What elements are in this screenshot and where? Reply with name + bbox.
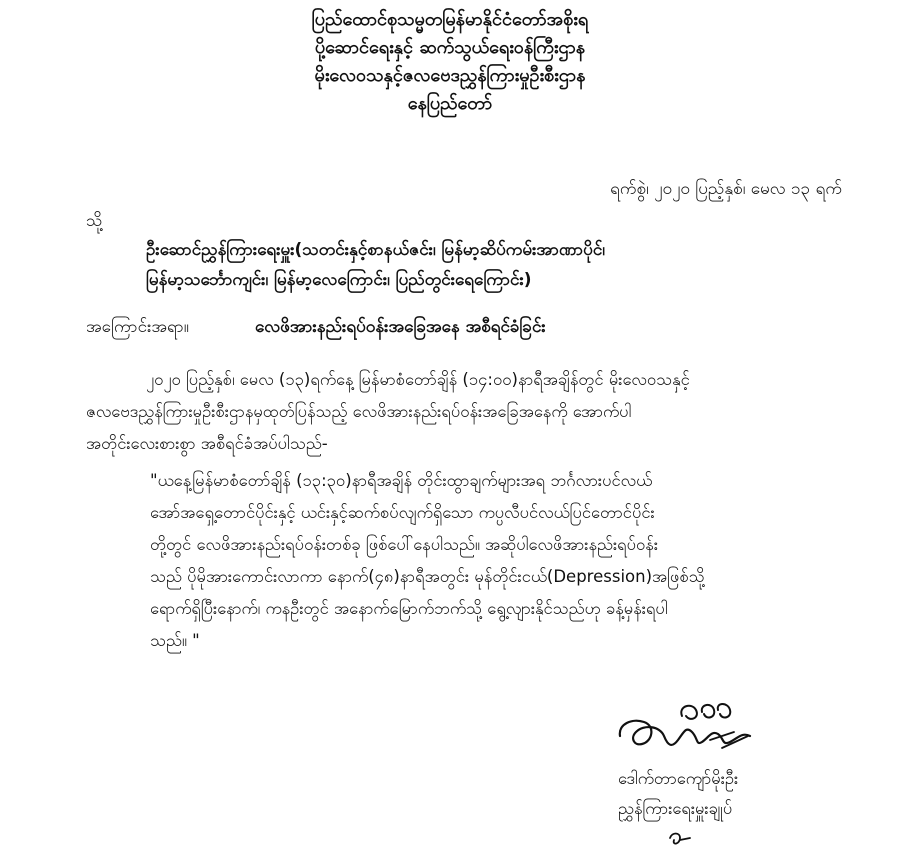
letter-date: ရက်စွဲ၊ ၂၀၂၀ ပြည့်နှစ်၊ မေလ ၁၃ ရက် <box>610 179 842 199</box>
quote-line-1: "ယနေ့မြန်မာစံတော်ချိန် (၁၃:၃၀)နာရီအချိန် တိုင်းထွာချက်များအရ ဘင်္ဂလားပင်လယ် <box>150 471 653 490</box>
subject-text: လေဖိအားနည်းရပ်ဝန်းအခြေအနေ အစီရင်ခံခြင်း <box>255 317 546 337</box>
handwritten-signature <box>612 696 762 776</box>
city-title: နေပြည်တော် <box>407 93 493 114</box>
body-line-1: ၂၀၂၀ ပြည့်နှစ်၊ မေလ (၁၃)ရက်နေ့ မြန်မာစံတော်ချိန် (၁၄:၀၀)နာရီအချိန်တွင် မိုးလေဝသနှင့် <box>146 370 690 389</box>
quote-line-4: သည် ပိုမိုအားကောင်းလာကာ နောက်(၄၈)နာရီအတွင်း မုန်တိုင်းငယ်(Depression)အဖြစ်သို့ <box>150 567 705 586</box>
subject-label: အကြောင်းအရာ။ <box>86 317 189 337</box>
body-line-3: အတိုင်းလေးစားစွာ အစီရင်ခံအပ်ပါသည်- <box>86 434 328 453</box>
signer-name: ဒေါက်တာကျော်မိုးဦး <box>618 769 739 788</box>
handwritten-initial <box>666 830 696 852</box>
recipient-line-1: ဦးဆောင်ညွှန်ကြားရေးမှူး(သတင်းနှင့်စာနယ်ဇင်း၊ မြန်မာ့ဆိပ်ကမ်းအာဏာပိုင်၊ <box>146 240 605 260</box>
recipient-line-2: မြန်မာ့သင်္ဘောကျင်း၊ မြန်မာ့လေကြောင်း၊ ပြည်တွင်းရေကြောင်း) <box>146 270 532 290</box>
quote-line-5: ရောက်ရှိပြီးနောက်၊ ကနဦးတွင် အနောက်မြောက်ဘက်သို့ ရွေ့လျားနိုင်သည်ဟု ခန့်မှန်းရပါ <box>150 599 668 618</box>
quote-line-6: သည်။ " <box>150 631 200 650</box>
department-title: မိုးလေဝသနှင့်ဇလဗေဒညွှန်ကြားမှုဦးစီးဌာန <box>314 65 586 86</box>
body-line-2: ဇလဗေဒညွှန်ကြားမှုဦးစီးဌာနမှထုတ်ပြန်သည့် လေဖိအားနည်းရပ်ဝန်းအခြေအနေကို အောက်ပါ <box>86 402 632 421</box>
ministry-title: ပို့ဆောင်ရေးနှင့် ဆက်သွယ်ရေးဝန်ကြီးဌာန <box>314 37 586 58</box>
government-title: ပြည်ထောင်စုသမ္မတမြန်မာနိုင်ငံတော်အစိုးရ <box>311 9 589 30</box>
to-label: သို့ <box>86 211 103 231</box>
quote-line-2: အော်အရှေ့တောင်ပိုင်းနှင့် ယင်းနှင့်ဆက်စပ်လျက်ရှိသော ကပ္ပလီပင်လယ်ပြင်တောင်ပိုင်း <box>150 503 655 522</box>
signer-title: ညွှန်ကြားရေးမှူးချုပ် <box>618 799 733 818</box>
quote-line-3: တို့တွင် လေဖိအားနည်းရပ်ဝန်းတစ်ခု ဖြစ်ပေါ်နေပါသည်။ အဆိုပါလေဖိအားနည်းရပ်ဝန်း <box>150 535 659 554</box>
